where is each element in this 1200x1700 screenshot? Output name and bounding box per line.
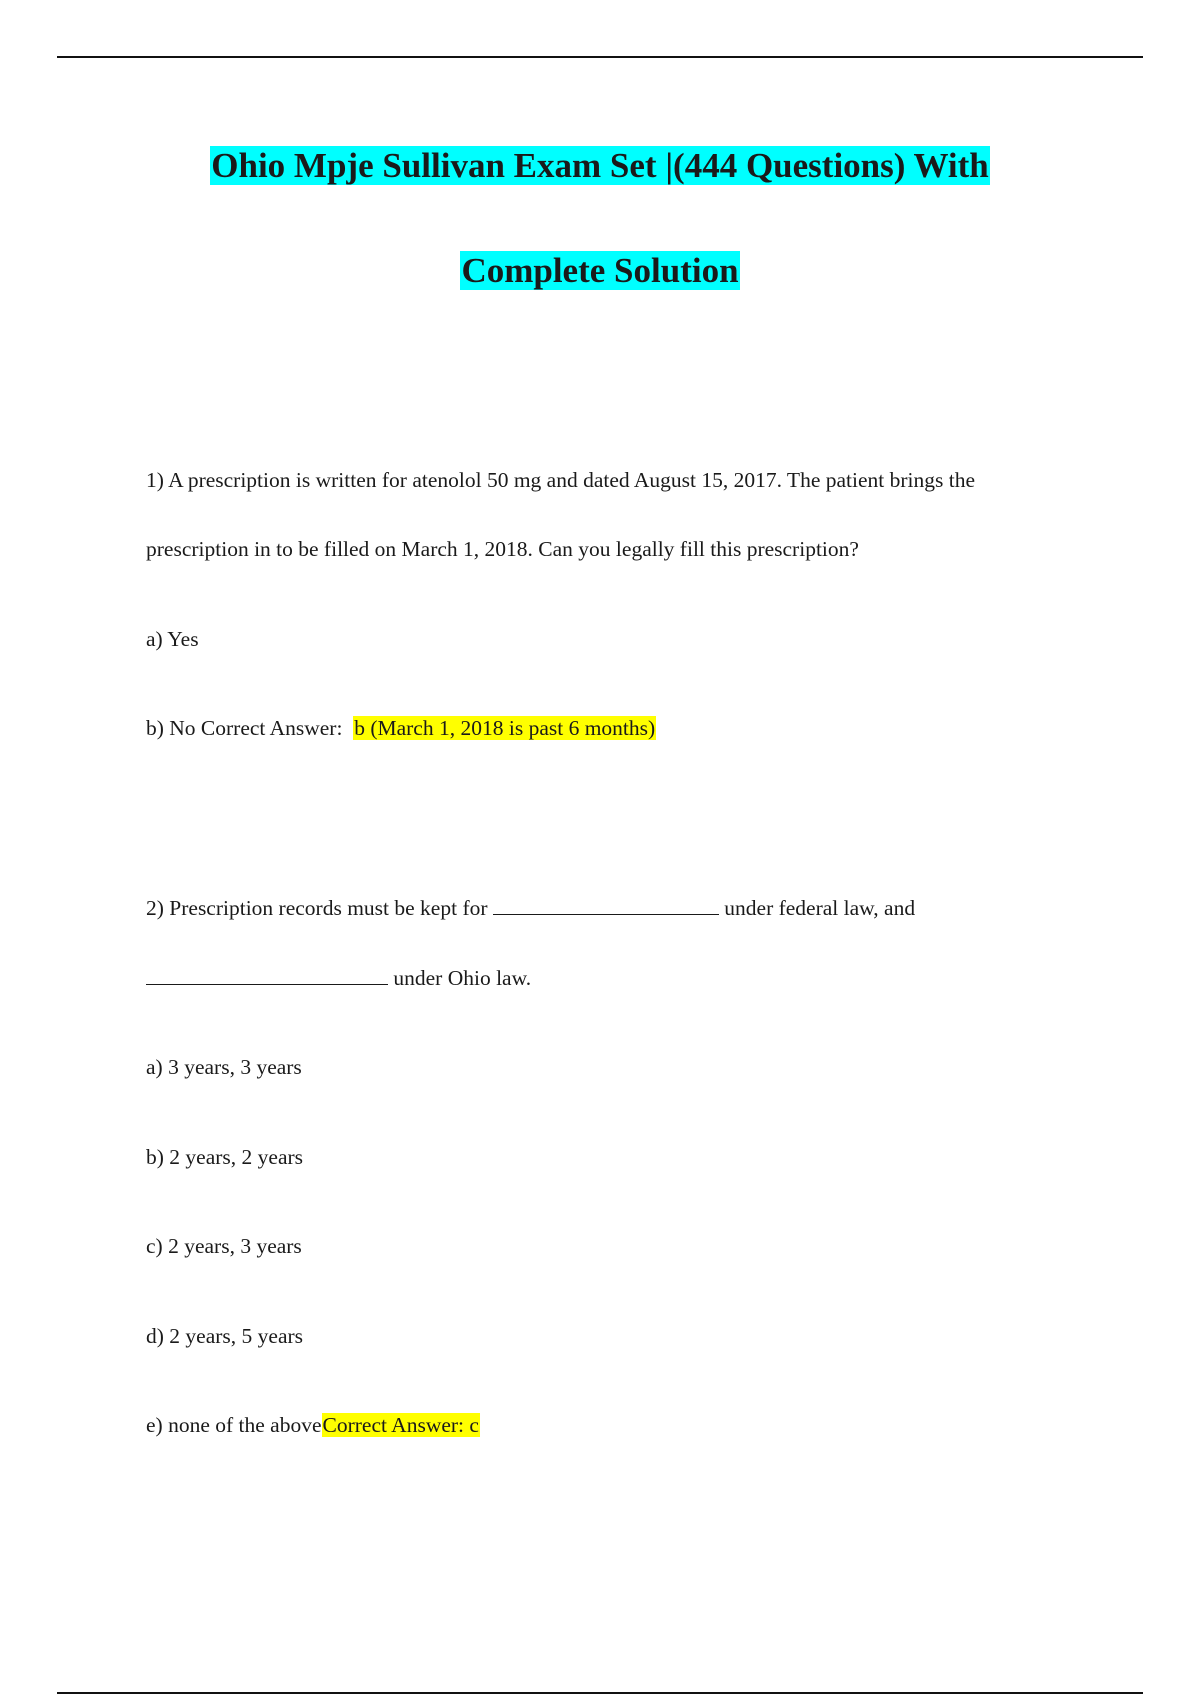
q2-option-b: b) 2 years, 2 years: [146, 1145, 304, 1169]
q1-text-line-2: prescription in to be filled on March 1, 2018. Can you legally fill this prescription?: [146, 537, 859, 561]
q2-option-d: d) 2 years, 5 years: [146, 1324, 304, 1348]
title-highlight-2: Complete Solution: [461, 251, 739, 290]
q2-option-a: a) 3 years, 3 years: [146, 1055, 302, 1079]
q2-answer-highlight: Correct Answer: c: [322, 1413, 479, 1437]
q2-option-e: [146, 1411, 480, 1439]
q1-answer-highlight: b (March 1, 2018 is past 6 months): [354, 716, 656, 740]
q2-option-e-label: e) none of the above: [146, 1413, 322, 1437]
q1-text-line-1: 1) A prescription is written for atenolol 50 mg and dated August 15, 2017. The patient brings the: [146, 468, 976, 492]
q2-text-end: under federal law, and: [724, 896, 916, 920]
q1-option-b-label: b) No Correct Answer:: [146, 716, 343, 740]
header-rule: [57, 56, 1143, 58]
q2-blank-2: [146, 964, 388, 985]
q2-blank-1: [493, 894, 719, 915]
document-title-line-1: [0, 144, 1200, 188]
q2-text-line-2: [146, 964, 531, 992]
footer-rule: [57, 1692, 1143, 1694]
title-highlight-1: Ohio Mpje Sullivan Exam Set |(444 Questions) With: [211, 146, 989, 185]
q2-text-line-1: [146, 894, 915, 922]
q1-option-a: a) Yes: [146, 627, 199, 651]
q2-text-start: 2) Prescription records must be kept for: [146, 896, 488, 920]
q1-option-b: [146, 714, 656, 742]
document-title-line-2: [0, 249, 1200, 293]
q2-text-line-2-end: under Ohio law.: [393, 966, 532, 990]
q2-option-c: c) 2 years, 3 years: [146, 1234, 302, 1258]
